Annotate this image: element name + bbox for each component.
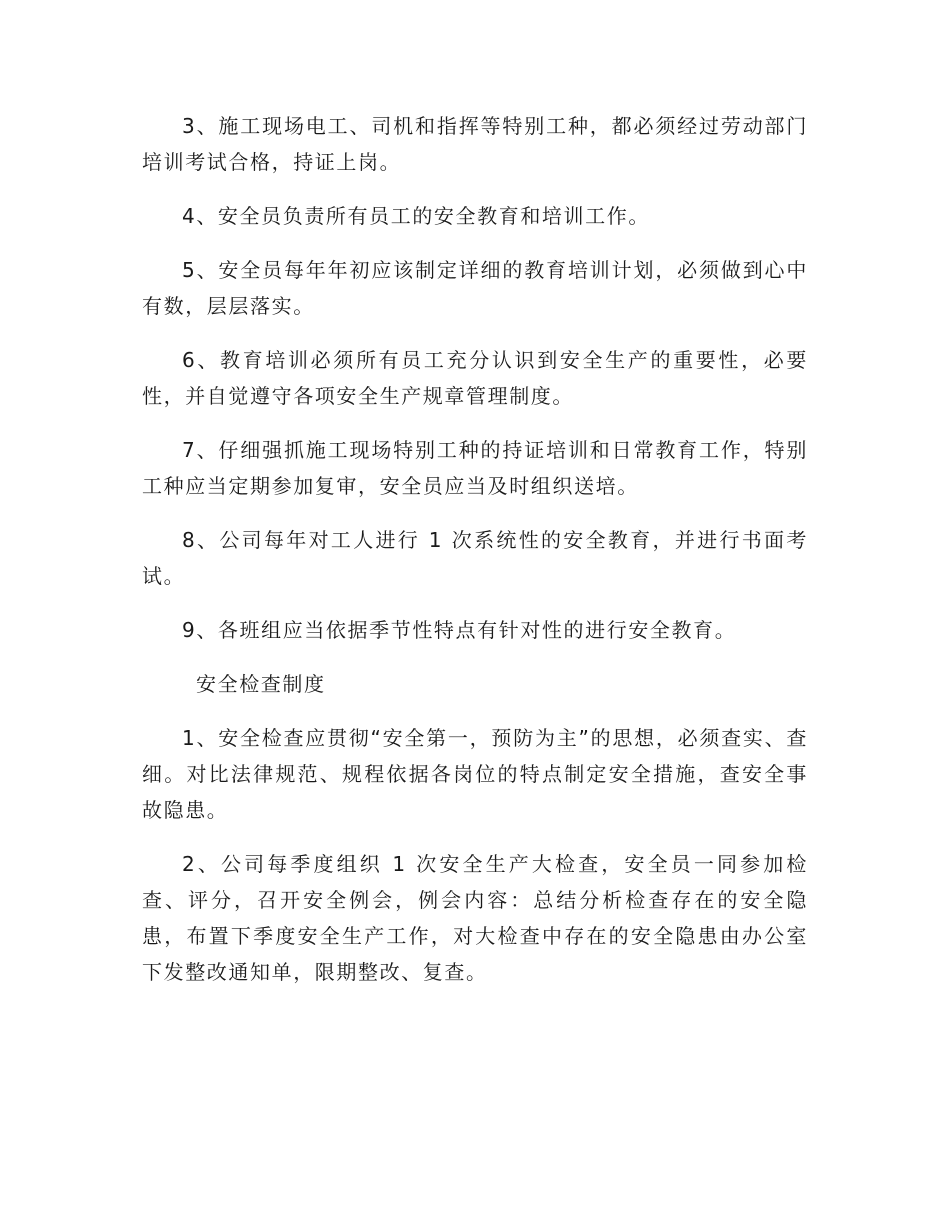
paragraph-item-5: 5、安全员每年年初应该制定详细的教育培训计划，必须做到心中有数，层层落实。 xyxy=(142,258,808,318)
document-body xyxy=(142,108,808,1008)
paragraph-item-9: 9、各班组应当依据季节性特点有针对性的进行安全教育。 xyxy=(182,618,737,642)
section-heading: 安全检查制度 xyxy=(196,672,326,696)
inspection-item-2: 2、公司每季度组织 1 次安全生产大检查，安全员一同参加检查、评分，召开安全例会，例会内容：总结分析检查存在的安全隐患，布置下季度安全生产工作，对大检查中存在的安全隐患由办公室下发整改通知单，限期整改、复查。 xyxy=(142,852,808,984)
paragraph-item-3: 3、施工现场电工、司机和指挥等特别工种，都必须经过劳动部门培训考试合格，持证上岗。 xyxy=(142,114,808,174)
paragraph-item-8: 8、公司每年对工人进行 1 次系统性的安全教育，并进行书面考试。 xyxy=(142,528,808,588)
paragraph-item-7: 7、仔细强抓施工现场特别工种的持证培训和日常教育工作，特别工种应当定期参加复审，安全员应当及时组织送培。 xyxy=(142,438,808,498)
inspection-item-1: 1、安全检查应贯彻“安全第一，预防为主”的思想，必须查实、查细。对比法律规范、规程依据各岗位的特点制定安全措施，查安全事故隐患。 xyxy=(142,726,808,822)
paragraph-item-6: 6、教育培训必须所有员工充分认识到安全生产的重要性，必要性，并自觉遵守各项安全生产规章管理制度。 xyxy=(142,348,808,408)
paragraph-item-4: 4、安全员负责所有员工的安全教育和培训工作。 xyxy=(182,204,650,228)
